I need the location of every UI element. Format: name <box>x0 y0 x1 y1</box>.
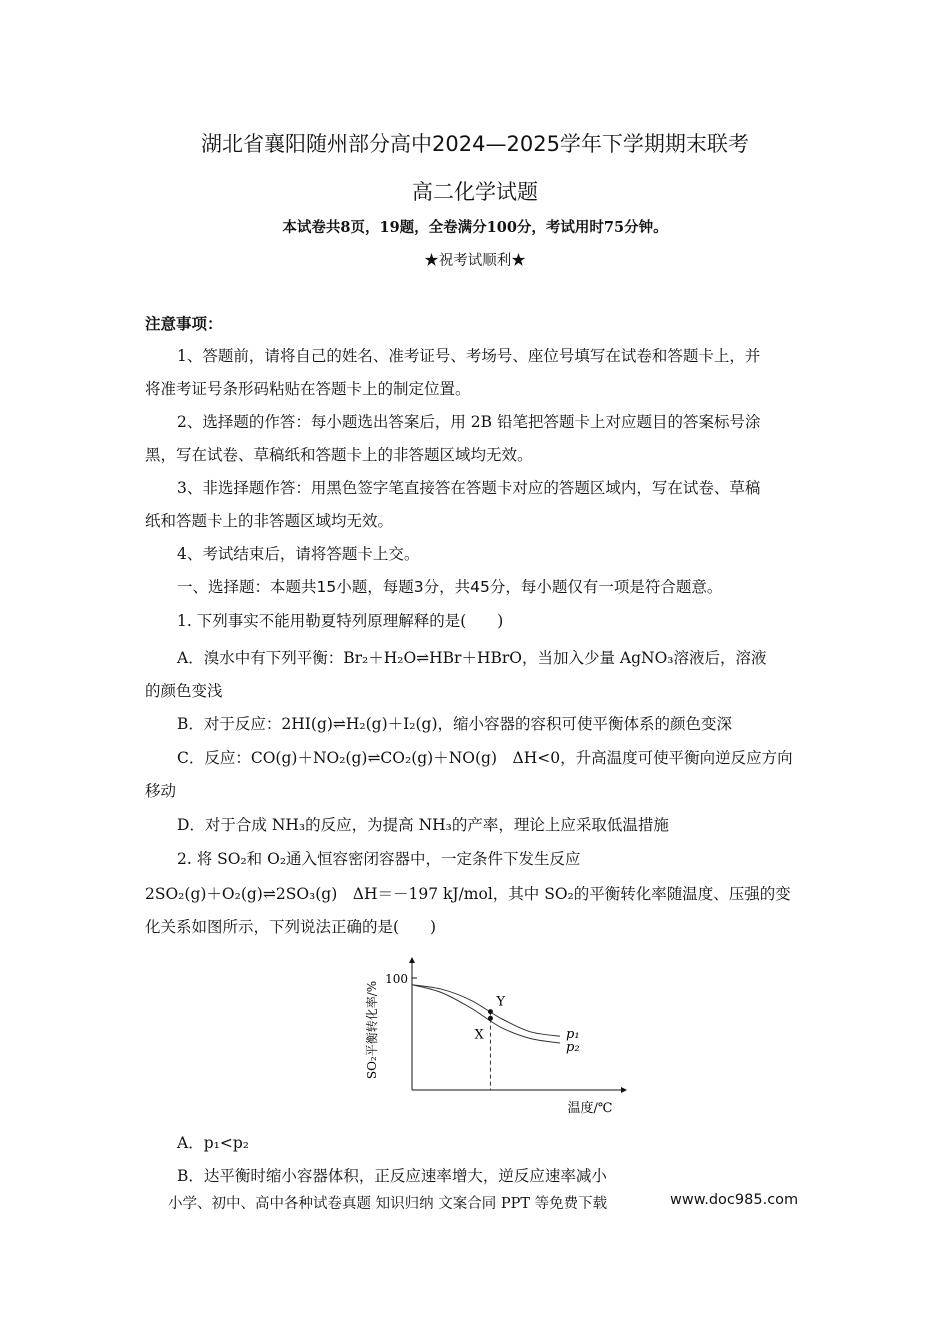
y-tick-label: 100 <box>385 972 408 986</box>
point-y <box>488 1009 493 1014</box>
q2-stem-line-3: 化关系如图所示，下列说法正确的是( ) <box>145 918 437 936</box>
q2-option-a: A．p₁<p₂ <box>177 1134 249 1152</box>
note-4: 4、考试结束后，请将答题卡上交。 <box>177 545 420 563</box>
note-1-line-1: 1、答题前，请将自己的姓名、准考证号、考场号、座位号填写在试卷和答题卡上，并 <box>177 347 761 365</box>
y-axis-label: SO₂平衡转化率/% <box>365 980 379 1080</box>
q2-stem-line-2: 2SO₂(g)＋O₂(g)⇌2SO₃(g) ΔH＝－197 kJ/mol，其中 SO₂的平衡转化率随温度、压强的变 <box>145 885 791 903</box>
note-3-line-1: 3、非选择题作答：用黑色签字笔直接答在答题卡对应的答题区域内，写在试卷、草稿 <box>177 479 761 497</box>
notes-heading: 注意事项： <box>145 314 223 333</box>
series-p2-line <box>412 985 560 1043</box>
point-y-label: Y <box>496 994 506 1010</box>
series-p1-line <box>412 985 560 1036</box>
x-axis-label: 温度/℃ <box>567 1101 613 1116</box>
note-2-line-1: 2、选择题的作答：每小题选出答案后，用 2B 铅笔把答题卡上对应题目的答案标号涂 <box>177 413 761 431</box>
note-3-line-2: 纸和答题卡上的非答题区域均无效。 <box>145 512 394 530</box>
exam-info: 本试卷共8页，19题，全卷满分100分，考试用时75分钟。 <box>282 219 668 236</box>
point-x <box>488 1016 493 1021</box>
section-1-heading <box>177 577 722 597</box>
q1-option-a-line-2: 的颜色变浅 <box>145 682 223 700</box>
footer-text: 小学、初中、高中各种试卷真题 知识归纳 文案合同 PPT 等免费下载 <box>168 1196 608 1212</box>
q1-option-a-line-1: A．溴水中有下列平衡：Br₂＋H₂O⇌HBr＋HBrO，当加入少量 AgNO₃溶液后，溶液 <box>177 649 767 667</box>
q1-option-d: D．对于合成 NH₃的反应，为提高 NH₃的产率，理论上应采取低温措施 <box>177 816 669 834</box>
q2-option-b: B．达平衡时缩小容器体积，正反应速率增大，逆反应速率减小 <box>177 1167 607 1185</box>
q1-stem: 1. 下列事实不能用勒夏特列原理解释的是( ) <box>177 612 504 630</box>
section-1-text: 本题共15小题，每题3分，共45分，每小题仅有一项是符合题意。 <box>270 578 723 596</box>
point-x-label: X <box>474 1027 484 1043</box>
q1-option-c-line-1: C．反应：CO(g)＋NO₂(g)⇌CO₂(g)＋NO(g) ΔH<0，升高温度可使平衡向逆反应方向 <box>177 749 793 767</box>
q1-option-c-line-2: 移动 <box>145 782 177 800</box>
series-p1-label: p₁ <box>566 1027 580 1043</box>
note-2-line-2: 黑，写在试卷、草稿纸和答题卡上的非答题区域均无效。 <box>145 446 533 464</box>
footer-website[interactable]: www.doc985.com <box>670 1192 799 1208</box>
q1-option-b: B．对于反应：2HI(g)⇌H₂(g)＋I₂(g)，缩小容器的容积可使平衡体系的颜色变深 <box>177 715 732 733</box>
series-p2-label: p₂ <box>566 1039 580 1055</box>
section-1-prefix: 一、选择题： <box>177 578 271 596</box>
exam-wish: ★祝考试顺利★ <box>424 253 526 269</box>
exam-title: 湖北省襄阳随州部分高中2024—2025学年下学期期末联考 <box>201 132 749 156</box>
conversion-chart <box>350 952 640 1124</box>
q2-stem-line-1: 2. 将 SO₂和 O₂通入恒容密闭容器中，一定条件下发生反应 <box>177 850 581 868</box>
note-1-line-2: 将准考证号条形码粘贴在答题卡上的制定位置。 <box>145 380 471 398</box>
exam-subtitle: 高二化学试题 <box>412 180 538 204</box>
